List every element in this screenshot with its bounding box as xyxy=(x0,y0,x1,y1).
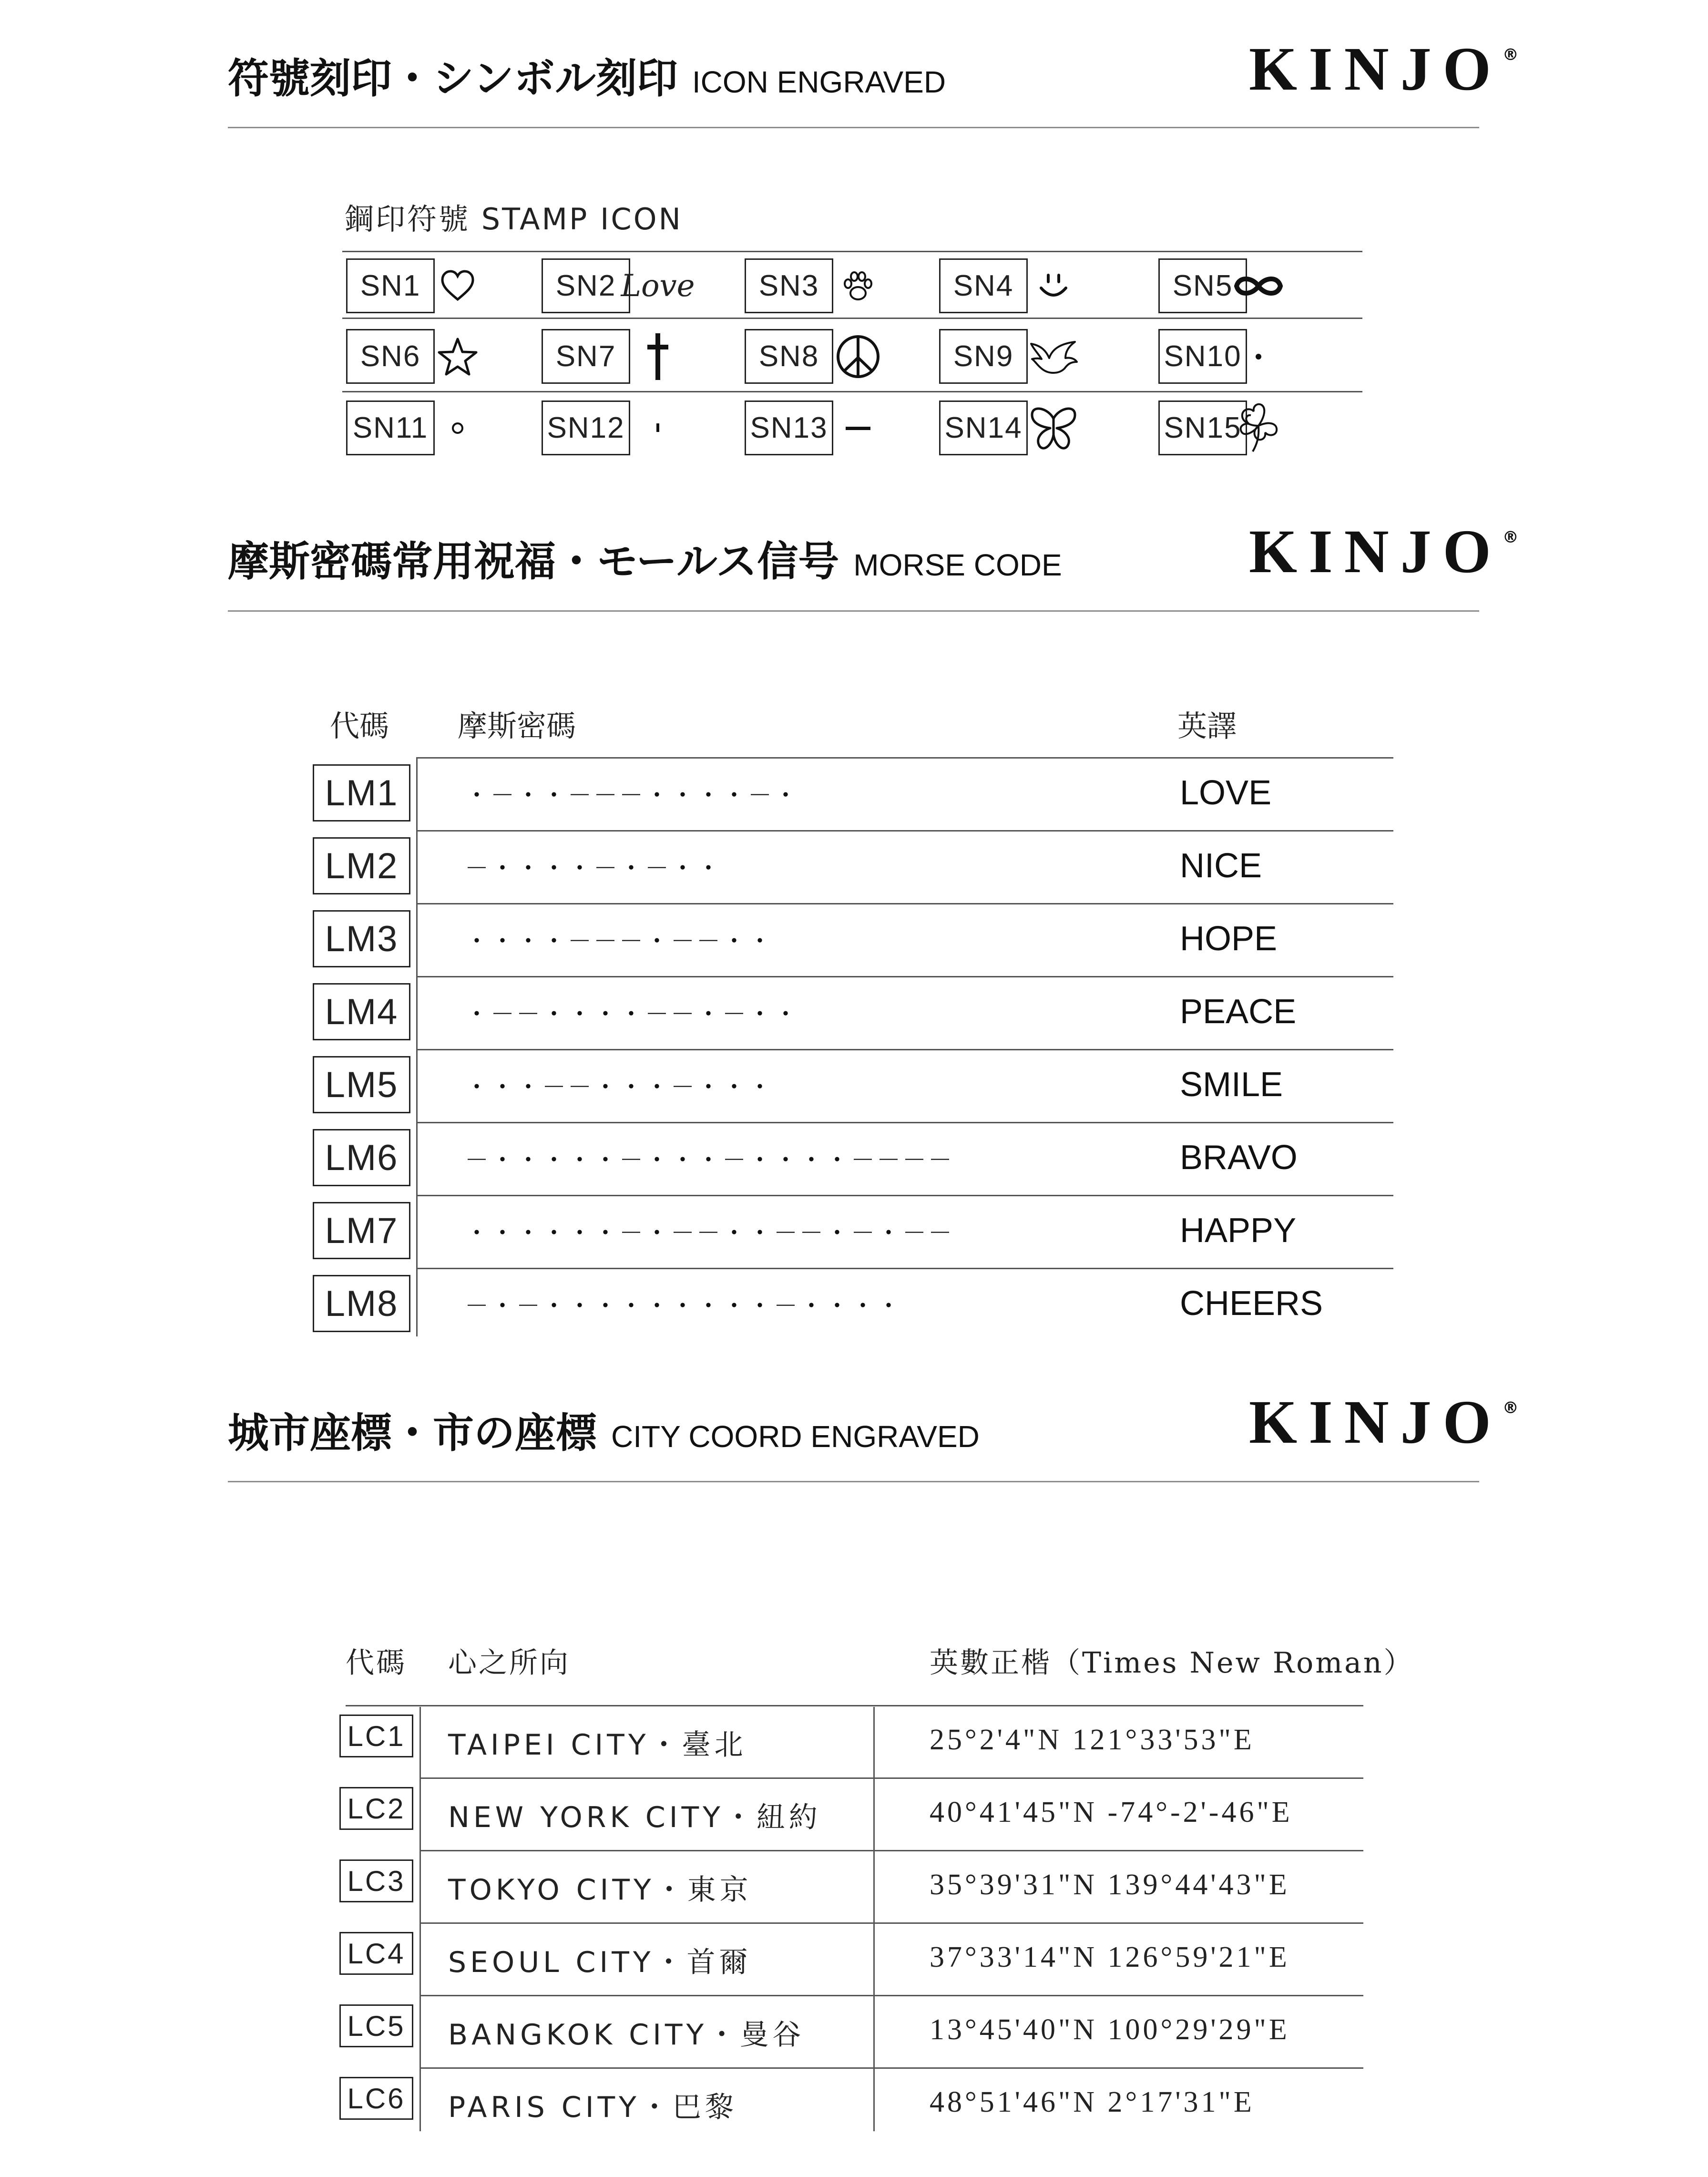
city-section-title-cjk: 城市座標・市の座標 xyxy=(228,1409,597,1457)
morse-english: HOPE xyxy=(1180,920,1278,958)
divider xyxy=(228,610,1479,612)
city-name: TAIPEI CITY・臺北 xyxy=(448,1728,747,1762)
morse-english: LOVE xyxy=(1180,774,1272,812)
city-name: SEOUL CITY・首爾 xyxy=(448,1946,752,1979)
icon-code-sn2: SN2 xyxy=(542,258,630,313)
morse-english: HAPPY xyxy=(1180,1212,1297,1250)
infinity-icon xyxy=(1227,258,1289,313)
clover-icon xyxy=(1227,400,1289,455)
city-name: TOKYO CITY・東京 xyxy=(448,1873,752,1907)
city-coordinate: 25°2'4"N 121°33'53"E xyxy=(930,1724,1255,1756)
morse-section-title-en: MORSE CODE xyxy=(853,548,1062,582)
city-code-lc1: LC1 xyxy=(339,1715,413,1757)
morse-pattern: －・・・・－・－・・ xyxy=(465,854,722,882)
icon-section-title xyxy=(228,45,946,104)
morse-section-title xyxy=(228,528,1062,587)
divider xyxy=(416,903,1393,904)
morse-header-morse: 摩斯密碼 xyxy=(458,709,576,743)
city-section-title-en: CITY COORD ENGRAVED xyxy=(611,1419,980,1454)
icon-code-sn6: SN6 xyxy=(346,329,435,384)
divider xyxy=(342,318,1362,319)
brand-logo: KINJO® xyxy=(1249,1388,1519,1457)
divider xyxy=(342,251,1362,252)
morse-pattern: －・・・・・－・・・－・・・・－－－－ xyxy=(465,1146,954,1174)
morse-pattern: ・・・－－・・・－・・・ xyxy=(465,1073,774,1101)
divider xyxy=(416,830,1393,832)
icon-code-sn3: SN3 xyxy=(745,258,833,313)
city-code-lc5: LC5 xyxy=(339,2004,413,2047)
morse-section-title-cjk: 摩斯密碼常用祝福・モールス信号 xyxy=(228,538,839,585)
morse-header-english: 英譯 xyxy=(1177,709,1237,743)
icon-code-sn12: SN12 xyxy=(542,400,630,455)
icon-section-title-cjk: 符號刻印・シンボル刻印 xyxy=(228,55,678,103)
paw-print-icon xyxy=(827,258,889,313)
divider xyxy=(416,1268,1393,1269)
divider xyxy=(346,1705,1363,1706)
apostrophe-icon xyxy=(627,400,689,455)
heart-icon xyxy=(427,258,489,313)
city-coordinate: 37°33'14"N 126°59'21"E xyxy=(930,1941,1290,1973)
divider xyxy=(419,1922,1363,1924)
city-coordinate: 48°51'46"N 2°17'31"E xyxy=(930,2086,1255,2118)
city-coordinate: 13°45'40"N 100°29'29"E xyxy=(930,2013,1290,2046)
star-icon xyxy=(427,329,489,384)
city-header-code: 代碼 xyxy=(346,1646,407,1680)
stamp-icon-subtitle: 鋼印符號 STAMP ICON xyxy=(344,202,683,236)
divider xyxy=(419,1777,1363,1779)
morse-english: CHEERS xyxy=(1180,1284,1323,1323)
divider xyxy=(416,1049,1393,1050)
city-coordinate: 35°39'31"N 139°44'43"E xyxy=(930,1869,1290,1901)
morse-english: NICE xyxy=(1180,847,1262,885)
city-name: NEW YORK CITY・紐約 xyxy=(448,1801,821,1834)
morse-code-lm6: LM6 xyxy=(313,1129,410,1186)
divider xyxy=(416,1122,1393,1123)
divider xyxy=(228,1481,1479,1482)
column-divider xyxy=(416,757,418,1336)
love-script-icon xyxy=(621,258,695,313)
icon-code-sn11: SN11 xyxy=(346,400,435,455)
icon-code-sn15: SN15 xyxy=(1158,400,1247,455)
city-code-lc3: LC3 xyxy=(339,1859,413,1902)
morse-pattern: －・－・・・・・・・・・－・・・・ xyxy=(465,1292,902,1320)
divider xyxy=(342,391,1362,392)
brand-logo: KINJO® xyxy=(1249,35,1519,103)
morse-english: BRAVO xyxy=(1180,1139,1298,1177)
morse-pattern: ・－－・・・・－－・－・・ xyxy=(465,1000,799,1028)
cross-icon xyxy=(627,329,689,384)
icon-code-sn8: SN8 xyxy=(745,329,833,384)
divider xyxy=(419,2067,1363,2069)
city-code-lc2: LC2 xyxy=(339,1787,413,1830)
morse-code-lm3: LM3 xyxy=(313,910,410,967)
icon-code-sn4: SN4 xyxy=(939,258,1028,313)
morse-pattern: ・・・・・・－・－－・・－－・－・－－ xyxy=(465,1219,954,1247)
icon-code-sn9: SN9 xyxy=(939,329,1028,384)
morse-header-code: 代碼 xyxy=(330,709,389,743)
divider xyxy=(416,757,1393,759)
morse-code-lm5: LM5 xyxy=(313,1056,410,1113)
city-header-coord: 英數正楷（Times New Roman） xyxy=(930,1646,1414,1680)
divider xyxy=(416,1195,1393,1196)
peace-icon xyxy=(827,329,889,384)
morse-code-lm1: LM1 xyxy=(313,764,410,822)
icon-code-sn5: SN5 xyxy=(1158,258,1247,313)
icon-section-title-en: ICON ENGRAVED xyxy=(692,65,946,99)
city-code-lc4: LC4 xyxy=(339,1932,413,1975)
divider xyxy=(419,1995,1363,1996)
divider xyxy=(419,1850,1363,1851)
love-script-text: Love xyxy=(621,268,695,304)
morse-code-lm8: LM8 xyxy=(313,1275,410,1332)
dot-icon xyxy=(1227,329,1289,384)
city-code-lc6: LC6 xyxy=(339,2077,413,2120)
city-name: PARIS CITY・巴黎 xyxy=(448,2091,737,2124)
city-section-title xyxy=(228,1400,980,1459)
dove-icon xyxy=(1023,329,1084,384)
icon-code-sn1: SN1 xyxy=(346,258,435,313)
morse-pattern: ・・・・－－－・－－・・ xyxy=(465,927,774,955)
morse-pattern: ・－・・－－－・・・・－・ xyxy=(465,781,799,809)
icon-code-sn13: SN13 xyxy=(745,400,833,455)
divider xyxy=(416,976,1393,977)
morse-english: SMILE xyxy=(1180,1066,1283,1104)
morse-english: PEACE xyxy=(1180,993,1297,1031)
small-circle-icon xyxy=(427,400,489,455)
divider xyxy=(228,127,1479,128)
city-header-place: 心之所向 xyxy=(448,1646,570,1680)
morse-code-lm2: LM2 xyxy=(313,837,410,894)
morse-code-lm4: LM4 xyxy=(313,983,410,1040)
icon-code-sn14: SN14 xyxy=(939,400,1028,455)
city-name: BANGKOK CITY・曼谷 xyxy=(448,2018,805,2052)
city-coordinate: 40°41'45"N -74°-2'-46"E xyxy=(930,1796,1293,1828)
icon-code-sn7: SN7 xyxy=(542,329,630,384)
dash-icon xyxy=(827,400,889,455)
brand-logo: KINJO® xyxy=(1249,517,1519,586)
morse-code-lm7: LM7 xyxy=(313,1202,410,1259)
butterfly-icon xyxy=(1023,400,1084,455)
smiley-icon xyxy=(1023,258,1084,313)
icon-code-sn10: SN10 xyxy=(1158,329,1247,384)
